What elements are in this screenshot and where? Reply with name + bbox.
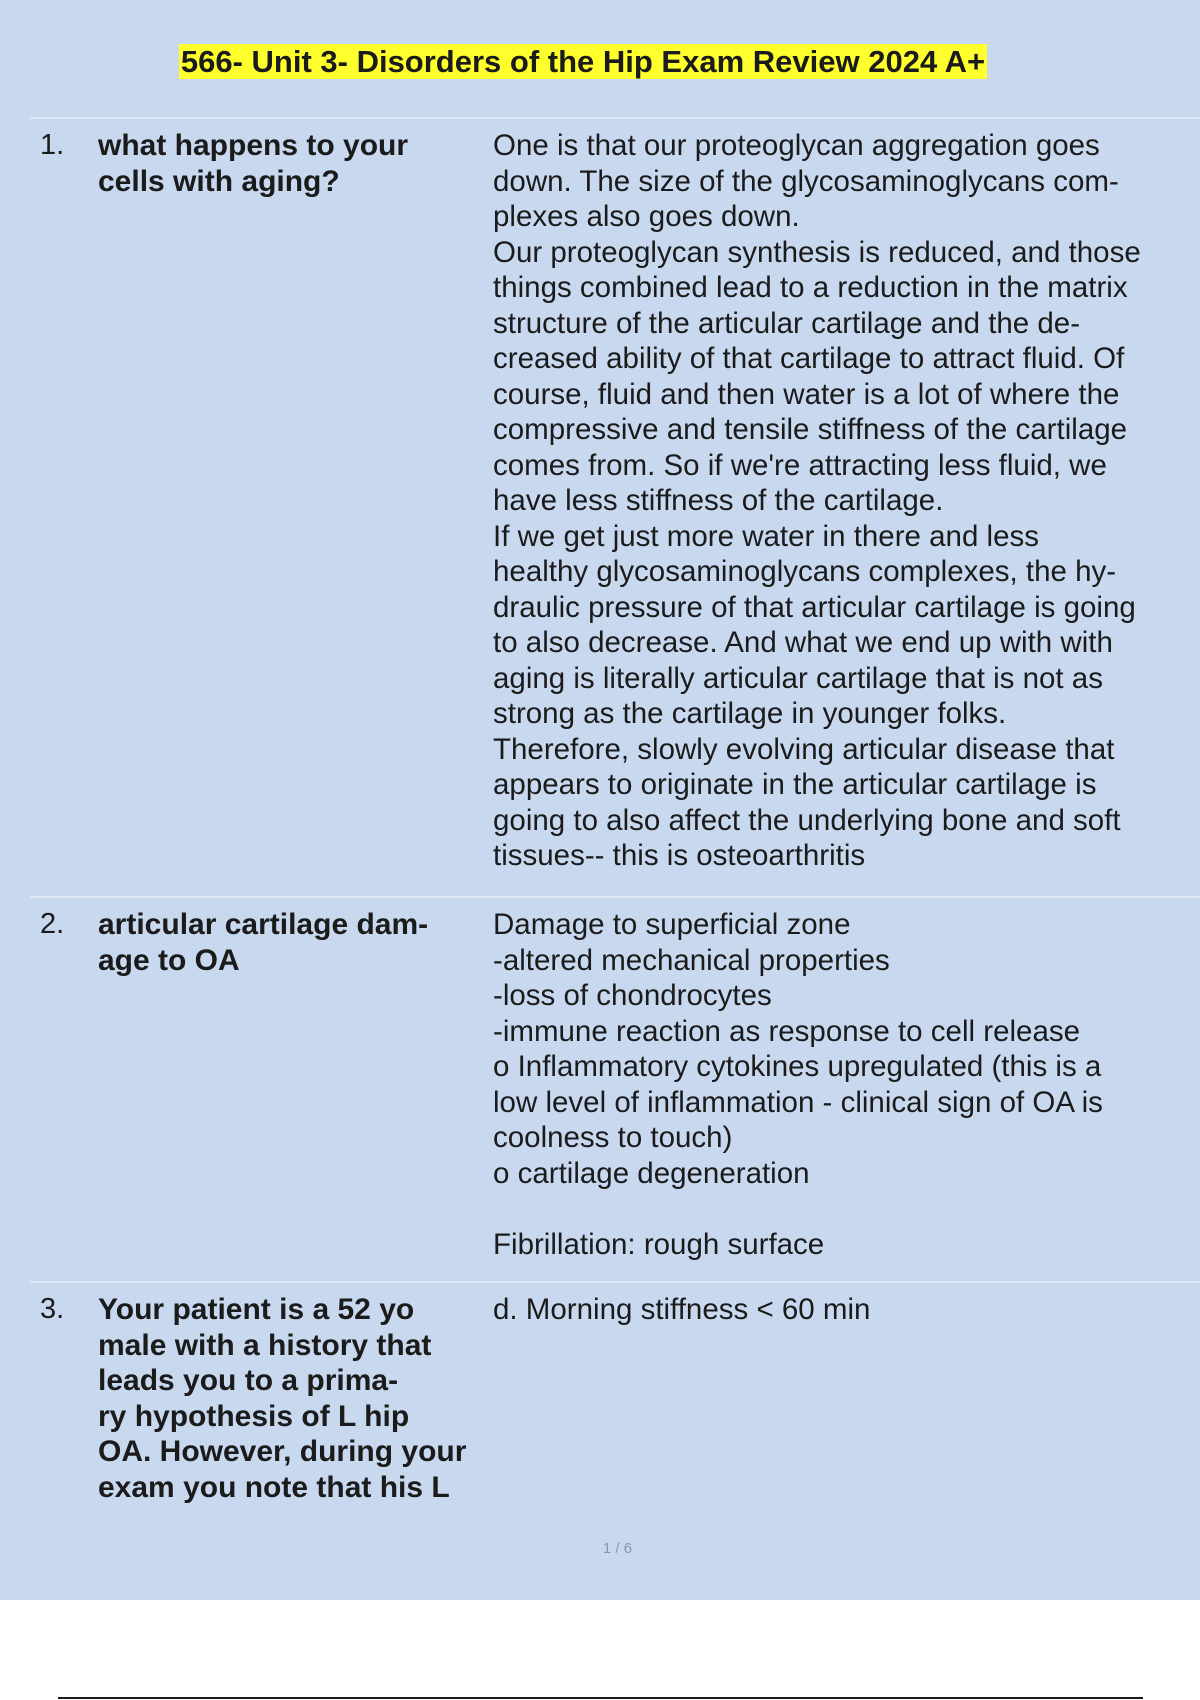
card-number: 3. [40,1293,65,1325]
footer-divider [58,1697,1143,1699]
document-title-highlight: 566- Unit 3- Disorders of the Hip Exam Review 2024 A+ [180,44,986,79]
card-number: 1. [40,129,65,161]
document-title [0,42,1166,82]
card-number: 2. [40,908,65,940]
card-answer: One is that our proteoglycan aggregation goes down. The size of the glycosaminoglycans com- plexes also goes down. Our proteoglycan synthesis is reduced, and those things combined lead to a reduction in the matrix structure of the articular cartilage and the de- creased ability of that cartilage to attract fluid. Of course, fluid and then water is a lot of where the compressive and tensile stiffness of the cartilage comes from. So if we're attracting less fluid, we have less stiffness of the cartilage. If we get just more water in there and less healthy glycosaminoglycans complexes, the hy- draulic pressure of that articular cartilage is going to also decrease. And what we end up with with aging is literally articular cartilage that is not as strong as the cartilage in younger folks. Therefore, slowly evolving articular disease that appears to originate in the articular cartilage is going to also affect the underlying bone and soft tissues-- this is osteoarthritis [493,129,1141,872]
flashcard-row [30,117,1200,898]
page-indicator: 1 / 6 [602,1540,633,1557]
card-question: Your patient is a 52 yo male with a history that leads you to a prima- ry hypothesis of L hip OA. However, during your exam you note that his L [98,1293,467,1504]
card-answer: Damage to superficial zone -altered mechanical properties -loss of chondrocytes -immune reaction as response to cell release o Inflammatory cytokines upregulated (this is a low level of inflammation - clinical sign of OA is coolness to touch) o cartilage degeneration Fibrillation: rough surface [493,908,1103,1261]
flashcard-row [30,1281,1200,1523]
flashcard-row [30,896,1200,1283]
card-question: what happens to your cells with aging? [98,129,409,198]
card-answer: d. Morning stiffness < 60 min [493,1293,871,1326]
card-question: articular cartilage dam- age to OA [98,908,429,977]
